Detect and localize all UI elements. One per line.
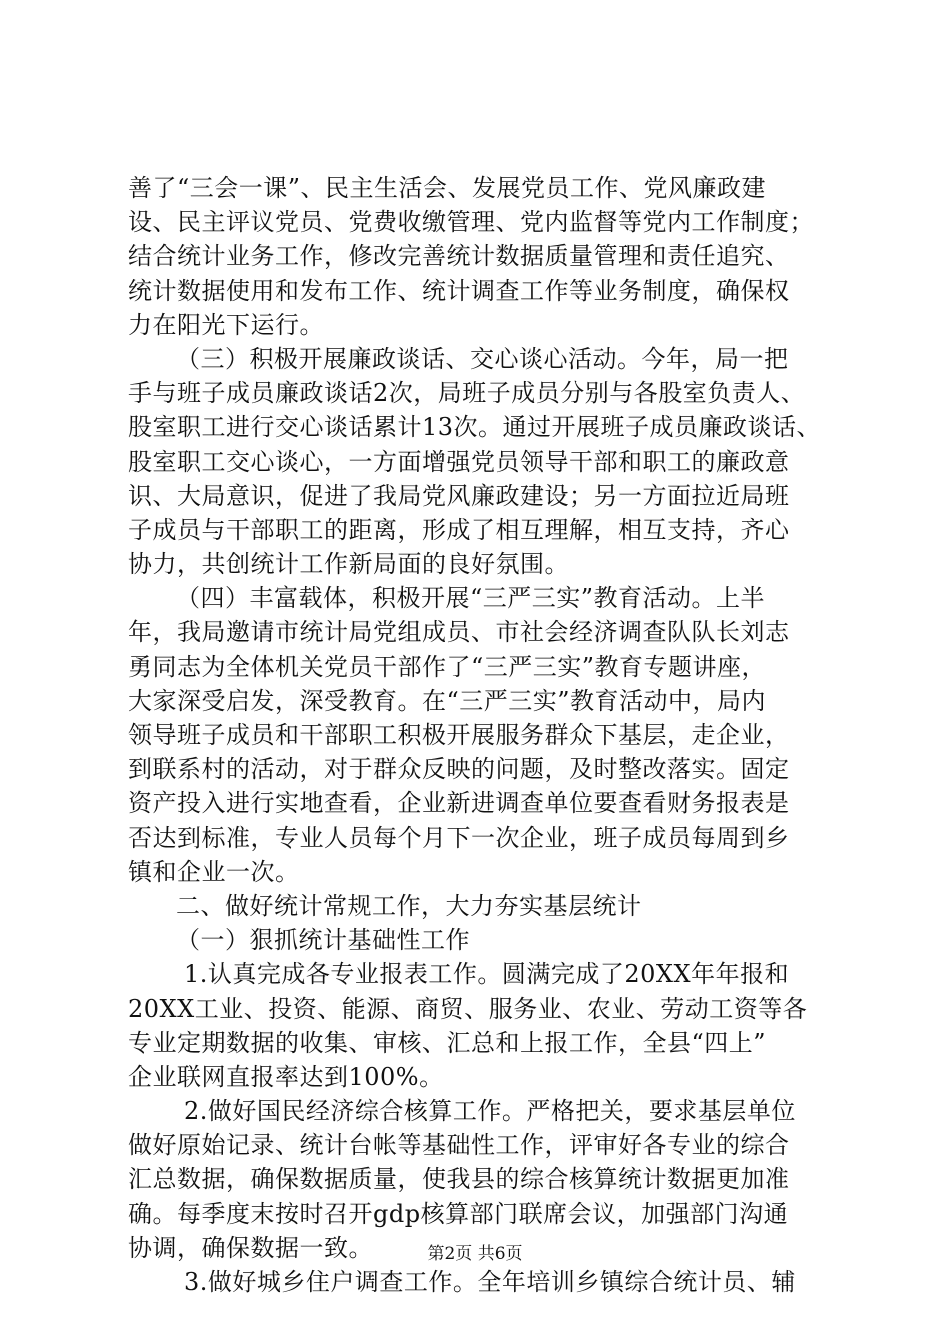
text-line: 大家深受启发，深受教育。在“三严三实”教育活动中，局内: [128, 686, 767, 715]
text-line: 到联系村的活动，对于群众反映的问题，及时整改落实。固定: [128, 755, 790, 784]
text-line: 力在阳光下运行。: [128, 310, 324, 339]
text-line: 资产投入进行实地查看，企业新进调查单位要查看财务报表是: [128, 789, 790, 818]
text-line: 结合统计业务工作，修改完善统计数据质量管理和责任追究、: [128, 242, 790, 271]
text-line: 做好原始记录、统计台帐等基础性工作，评审好各专业的综合: [128, 1131, 790, 1160]
text-line: 20XX工业、投资、能源、商贸、服务业、农业、劳动工资等各: [128, 994, 808, 1023]
text-line: 协调，确保数据一致。: [128, 1233, 373, 1262]
list-item-start-line: 3.做好城乡住户调查工作。全年培训乡镇综合统计员、辅: [184, 1268, 796, 1296]
section-heading: 二、做好统计常规工作，大力夯实基层统计: [176, 891, 642, 920]
text-line: 股室职工交心谈心，一方面增强党员领导干部和职工的廉政意: [128, 447, 790, 476]
text-line: 确。每季度末按时召开gdp核算部门联席会议，加强部门沟通: [128, 1199, 789, 1228]
paragraph-start-line: （三）积极开展廉政谈话、交心谈心活动。今年，局一把: [176, 344, 789, 373]
page-number-label: 第2页 共6页: [427, 1244, 523, 1264]
text-line: 设、民主评议党员、党费收缴管理、党内监督等党内工作制度；: [128, 208, 814, 237]
subsection-heading: （一）狠抓统计基础性工作: [176, 926, 470, 955]
text-line: 股室职工进行交心谈话累计13次。通过开展班子成员廉政谈话、: [128, 413, 822, 442]
text-line: 子成员与干部职工的距离，形成了相互理解，相互支持，齐心: [128, 515, 790, 544]
list-item-start-line: 1.认真完成各专业报表工作。圆满完成了20XX年年报和: [184, 960, 790, 989]
page-footer: [0, 1242, 950, 1266]
text-line: 汇总数据，确保数据质量，使我县的综合核算统计数据更加准: [128, 1165, 790, 1194]
paragraph-start-line: （四）丰富载体，积极开展“三严三实”教育活动。上半: [176, 584, 766, 613]
text-line: 手与班子成员廉政谈话2次，局班子成员分别与各股室负责人、: [128, 379, 806, 408]
text-line: 否达到标准，专业人员每个月下一次企业，班子成员每周到乡: [128, 823, 790, 852]
text-line: 协力，共创统计工作新局面的良好氛围。: [128, 550, 569, 579]
text-line: 统计数据使用和发布工作、统计调查工作等业务制度，确保权: [128, 276, 790, 305]
text-line: 镇和企业一次。: [128, 857, 300, 886]
text-line: 识、大局意识，促进了我局党风廉政建设；另一方面拉近局班: [128, 481, 790, 510]
text-line: 领导班子成员和干部职工积极开展服务群众下基层，走企业，: [128, 721, 790, 749]
text-line: 专业定期数据的收集、审核、汇总和上报工作，全县“四上”: [128, 1028, 767, 1057]
text-line: 年，我局邀请市统计局党组成员、市社会经济调查队队长刘志: [128, 618, 790, 647]
text-line: 善了“三会一课”、民主生活会、发展党员工作、党风廉政建: [128, 174, 767, 202]
text-line: 勇同志为全体机关党员干部作了“三严三实”教育专题讲座，: [128, 652, 767, 681]
list-item-start-line: 2.做好国民经济综合核算工作。严格把关，要求基层单位: [184, 1097, 796, 1126]
document-body: [128, 171, 828, 1299]
text-line: 企业联网直报率达到100%。: [128, 1062, 444, 1091]
